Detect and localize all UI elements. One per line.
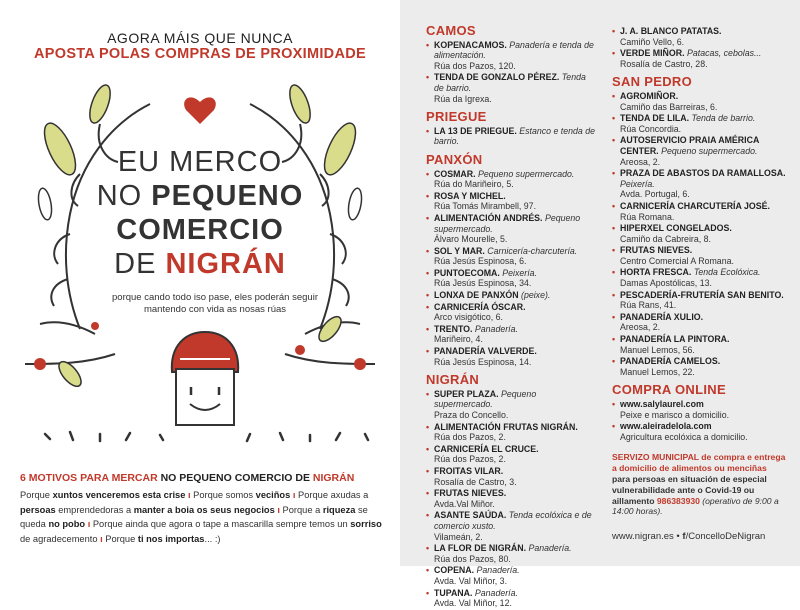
shop-list-item	[426, 191, 596, 212]
shop-address: Avda.Val Miñor.	[434, 498, 495, 509]
shop-list-item	[426, 268, 596, 289]
headline-line2-a: NO	[96, 180, 152, 212]
shop-name: HORTA FRESCA.	[620, 267, 692, 278]
headline-line1: EU MERCO	[117, 146, 283, 178]
motivos-t1: Porque	[20, 490, 53, 500]
motivos-title-b: NO PEQUENO COMERCIO DE	[160, 472, 313, 484]
shop-name: ROSA Y MICHEL.	[434, 190, 506, 201]
shop-name: PESCADERÍA-FRUTERÍA SAN BENITO.	[620, 289, 784, 300]
motivos-t4: emprendedoras a	[55, 504, 134, 515]
motivos-t10: ... :)	[204, 533, 221, 544]
motivos-b6: no pobo	[48, 519, 86, 529]
headline	[0, 145, 400, 281]
motivos-b4: manter a boia os seus negocios	[133, 504, 275, 515]
ground-dashes-decoration	[45, 432, 368, 441]
motivos-title-c: NIGRÁN	[312, 472, 355, 484]
heart-icon	[184, 97, 216, 124]
shop-address: Agricultura ecolóxica a domicilio.	[620, 431, 748, 442]
shop-list-item	[612, 356, 787, 377]
shop-name: ALIMENTACIÓN ANDRÉS.	[434, 212, 543, 223]
shop-list-item	[426, 510, 596, 542]
shop-name: CARNICERÍA EL CRUCE.	[434, 443, 539, 454]
shop-name: COSMAR.	[434, 168, 476, 179]
shop-name: HIPERXEL CONGELADOS.	[620, 223, 732, 234]
headline-line2	[0, 179, 400, 213]
shop-address: Areosa, 2.	[620, 322, 661, 333]
headline-line4-b: NIGRÁN	[165, 248, 286, 280]
motivos-b1: xuntos venceremos esta crise	[52, 490, 186, 500]
shop-list-item	[612, 245, 787, 266]
shop-list-item	[426, 290, 596, 301]
shop-list-item	[426, 72, 596, 104]
section-title-panxon: PANXÓN	[426, 151, 483, 167]
motivos-t2: Porque somos	[193, 490, 256, 500]
shop-address: Rosalía de Castro, 3.	[434, 476, 517, 487]
shops-column-2	[612, 26, 787, 517]
shop-address: Camiño Vello, 6.	[620, 36, 685, 47]
header-line2: APOSTA POLAS COMPRAS DE PROXIMIDADE	[34, 46, 366, 62]
shop-list-item	[426, 444, 596, 465]
shop-name: CARNICERÍA ÓSCAR.	[434, 301, 526, 312]
shop-list-item	[426, 213, 596, 245]
servizo-hours: (operativo de 9:00 a 14:00 horas).	[612, 495, 779, 517]
shop-name: ASANTE SAÚDA.	[434, 510, 507, 521]
motivos-t7: Porque ainda que agora o tape a mascarilla sempre temos un	[92, 519, 351, 529]
shop-website-link[interactable]: www.salylaurel.com	[620, 399, 704, 409]
shop-description: Tenda ecolóxica e de comercio xusto.	[434, 510, 592, 531]
shop-name: J. A. BLANCO PATATAS.	[620, 26, 722, 36]
motivos-t3: Porque axudas a	[298, 490, 369, 500]
motivos-t9: Porque	[105, 533, 138, 544]
shop-address: Rúa Jesús Espinosa, 14.	[434, 356, 532, 367]
shop-name: PANADERÍA CAMELOS.	[620, 356, 721, 367]
shop-description: Panadería.	[474, 323, 518, 334]
list-nigran	[426, 389, 596, 609]
headline-line4-a: DE	[114, 248, 166, 280]
shop-list-item	[612, 223, 787, 244]
shop-name: TUPANA.	[434, 587, 473, 598]
headline-line2-b: PEQUENO	[151, 180, 304, 212]
shop-list-item	[426, 246, 596, 267]
shop-address: Peixe e marisco a domicilio.	[620, 409, 730, 420]
shop-address: Mariñeiro, 4.	[434, 334, 483, 345]
shop-name: LONXA DE PANXÓN	[434, 290, 519, 301]
list-camos	[426, 40, 596, 105]
motivos-b5: riqueza	[322, 504, 356, 515]
leaf-decoration	[286, 82, 315, 125]
shop-website-link[interactable]: www.aleiradelola.com	[620, 421, 712, 432]
shop-name: LA 13 DE PRIEGUE.	[434, 125, 517, 136]
shop-list-item	[612, 48, 787, 69]
servizo-red: SERVIZO MUNICIPAL de compra e entrega a domicilio de alimentos ou menciñas	[612, 452, 786, 474]
shop-name: ALIMENTACIÓN FRUTAS NIGRÁN.	[434, 421, 578, 432]
shop-list-item	[612, 334, 787, 355]
motivos-b3: persoas	[20, 504, 56, 515]
headline-line4	[0, 247, 400, 281]
house-character-icon	[172, 332, 238, 425]
shop-list-item	[426, 302, 596, 323]
shop-address: Rúa dos Pazos, 2.	[434, 454, 506, 465]
shop-list-item	[426, 169, 596, 190]
shop-address: Avda. Val Miñor, 12.	[434, 598, 512, 609]
shop-description: Tenda de barrio.	[691, 113, 756, 124]
list-panxon	[426, 169, 596, 368]
shop-address: Rúa Romana.	[620, 211, 675, 222]
section-title-online: COMPRA ONLINE	[612, 382, 726, 398]
headline-line3	[0, 213, 400, 247]
servizo-phone: 986383930	[656, 495, 700, 506]
motivos-b2: veciños	[255, 490, 291, 500]
shop-list-item	[612, 290, 787, 311]
shop-list-item	[612, 135, 787, 167]
section-title-camos: CAMOS	[426, 23, 476, 38]
list-sanpedro	[612, 91, 787, 377]
shop-description: Patacas, cebolas...	[686, 48, 762, 59]
footer	[612, 531, 765, 542]
motivos-text: Porque xuntos venceremos esta crise ı Porque somos veciños ı Porque axudas a persoas emprendedoras a manter a boia os seus negocios ı Porque a riqueza se queda no pobo ı Porque ainda que agora o tape a mascarilla sempre temos un sorriso de agradecemento ı Porque ti nos importas... :)	[20, 490, 382, 544]
shop-description: Tenda de barrio.	[434, 72, 586, 93]
shop-description: Tenda Ecolóxica.	[693, 267, 761, 278]
shop-name: TRENTO.	[434, 323, 473, 334]
shop-name: TENDA DE GONZALO PÉREZ.	[434, 72, 560, 83]
shop-address: Rúa Rans, 41.	[620, 300, 677, 311]
servizo-municipal-note	[612, 452, 787, 517]
shop-list-item	[426, 422, 596, 443]
shop-address: Arco visigótico, 6.	[434, 312, 503, 323]
motivos-title	[20, 472, 390, 484]
shop-name: FRUTAS NIEVES.	[620, 245, 693, 256]
shop-address: Praza do Concello.	[434, 410, 509, 420]
shop-address: Álvaro Mourelle, 5.	[434, 234, 508, 245]
shop-description: Pequeno supermercado.	[434, 212, 581, 234]
shop-address: Areosa, 2.	[620, 156, 661, 167]
motivos-title-a: 6 MOTIVOS PARA MERCAR	[20, 472, 161, 484]
shop-address: Manuel Lemos, 22.	[620, 366, 695, 377]
shop-list-item	[612, 91, 787, 112]
shop-address: Damas Apostólicas, 13.	[620, 278, 712, 289]
shop-list-item	[426, 466, 596, 487]
shop-description: Carnicería-charcutería.	[487, 245, 578, 256]
shop-name: TENDA DE LILA.	[620, 113, 690, 124]
headline-subtitle: porque cando todo iso pase, eles poderán seguir mantendo con vida as nosas rúas	[112, 292, 318, 315]
shop-address: Rúa dos Pazos, 120.	[434, 60, 516, 71]
shop-list-item	[426, 324, 596, 345]
shop-address: Avda. Val Miñor, 3.	[434, 575, 508, 586]
shop-address: Rúa do Mariñeiro, 5.	[434, 179, 514, 190]
shop-list-item	[612, 113, 787, 134]
shop-description: Panadería.	[474, 587, 518, 598]
shop-description: Pequeno supermercado.	[478, 168, 575, 179]
shop-address: Manuel Lemos, 56.	[620, 344, 695, 355]
shop-name: PRAZA DE ABASTOS DA RAMALLOSA.	[620, 168, 786, 179]
shop-address: Rúa Tomás Mirambell, 97.	[434, 201, 537, 212]
shop-name: FROITAS VILAR.	[434, 465, 504, 476]
shop-address: Rúa da Igrexa.	[434, 93, 492, 104]
shop-name: KOPENACAMOS.	[434, 39, 507, 50]
shop-name: PUNTOECOMA.	[434, 267, 500, 278]
shop-address: Camiño das Barreiras, 6.	[620, 101, 718, 112]
list-priegue	[426, 126, 596, 147]
shop-name: SUPER PLAZA.	[434, 388, 499, 399]
shop-name: LA FLOR DE NIGRÁN.	[434, 543, 527, 554]
shop-list-item	[612, 267, 787, 288]
shop-list-item	[426, 126, 596, 147]
shop-description: Peixería.	[620, 178, 655, 189]
shop-list-item	[426, 389, 596, 421]
shop-address: Rúa dos Pazos, 80.	[434, 553, 511, 564]
shop-address: Avda. Portugal, 6.	[620, 189, 690, 200]
shop-name: AUTOSERVICIO PRAIA AMÉRICA CENTER.	[620, 135, 759, 156]
shop-address: Vilameán, 2.	[434, 531, 483, 542]
shop-address: Centro Comercial A Romana.	[620, 255, 734, 266]
shop-description: Panadería.	[528, 543, 572, 554]
motivos-b9: ti nos importas	[137, 533, 205, 544]
shop-name: VERDE MIÑOR.	[620, 48, 685, 59]
footer-site-link[interactable]: www.nigran.es	[612, 531, 674, 542]
footer-separator: •	[676, 531, 680, 542]
motivos-t5: Porque a	[282, 504, 323, 515]
shop-list-item	[612, 421, 787, 442]
left-panel	[0, 0, 400, 566]
shop-name: COPENA.	[434, 565, 475, 576]
shop-list-item	[612, 168, 787, 200]
section-title-priegue: PRIEGUE	[426, 109, 487, 125]
shop-list-item	[426, 346, 596, 367]
shop-address: Camiño da Cabreira, 8.	[620, 233, 711, 244]
shop-description: Panadería.	[476, 565, 520, 576]
shop-list-item	[426, 543, 596, 564]
shop-list-item	[426, 40, 596, 72]
section-title-sanpedro: SAN PEDRO	[612, 74, 692, 90]
shop-name: AGROMIÑOR.	[620, 90, 679, 101]
shop-list-item	[612, 312, 787, 333]
shop-name: CARNICERÍA CHARCUTERÍA JOSÉ.	[620, 200, 770, 211]
shop-description: Estanco e tenda de barrio.	[434, 125, 596, 147]
shop-description: (peixe).	[521, 290, 551, 301]
shop-address: Rúa Jesús Espinosa, 34.	[434, 278, 532, 289]
shop-list-item	[426, 488, 596, 509]
leaf-decoration	[315, 313, 345, 345]
headline-line3-text: COMERCIO	[116, 214, 284, 246]
shop-name: SOL Y MAR.	[434, 245, 485, 256]
footer-facebook-link[interactable]: /ConcelloDeNigran	[685, 531, 766, 542]
shop-list-item	[426, 565, 596, 586]
header-line1: AGORA MÁIS QUE NUNCA	[107, 30, 293, 46]
motivos-t8: de agradecemento	[20, 533, 98, 544]
shop-description: Peixería.	[502, 267, 537, 278]
list-online	[612, 399, 787, 442]
shop-description: Pequeno supermercado.	[434, 388, 537, 410]
shops-column-1	[426, 23, 596, 610]
list-camos-extra	[612, 26, 787, 69]
facebook-icon: f	[682, 531, 686, 542]
shop-name: FRUTAS NIEVES.	[434, 488, 507, 499]
servizo-bold: para persoas en situación de especial vulnerabilidade ante o Covid-19 ou aillamento	[612, 473, 767, 506]
shop-address: Rúa dos Pazos, 2.	[434, 432, 506, 443]
shop-name: PANADERÍA XULIO.	[620, 311, 704, 322]
shop-address: Rúa Concordia.	[620, 123, 682, 134]
shop-list-item	[612, 201, 787, 222]
leaf-decoration	[86, 82, 115, 125]
shop-name: PANADERÍA VALVERDE.	[434, 346, 537, 357]
shop-description: Panadería e tenda de alimentación.	[434, 39, 594, 61]
shop-description: Pequeno supermercado.	[661, 145, 758, 156]
shop-name: PANADERÍA LA PINTORA.	[620, 334, 730, 345]
motivos-t6: se queda	[20, 504, 368, 529]
section-title-nigran: NIGRÁN	[426, 372, 480, 388]
shop-address: Rúa Jesús Espinosa, 6.	[434, 256, 527, 267]
shop-list-item	[426, 588, 596, 609]
shop-address: Rosalía de Castro, 28.	[620, 58, 708, 69]
motivos-b7: sorriso	[350, 519, 382, 529]
shop-list-item	[612, 399, 787, 420]
shop-list-item	[612, 26, 787, 47]
